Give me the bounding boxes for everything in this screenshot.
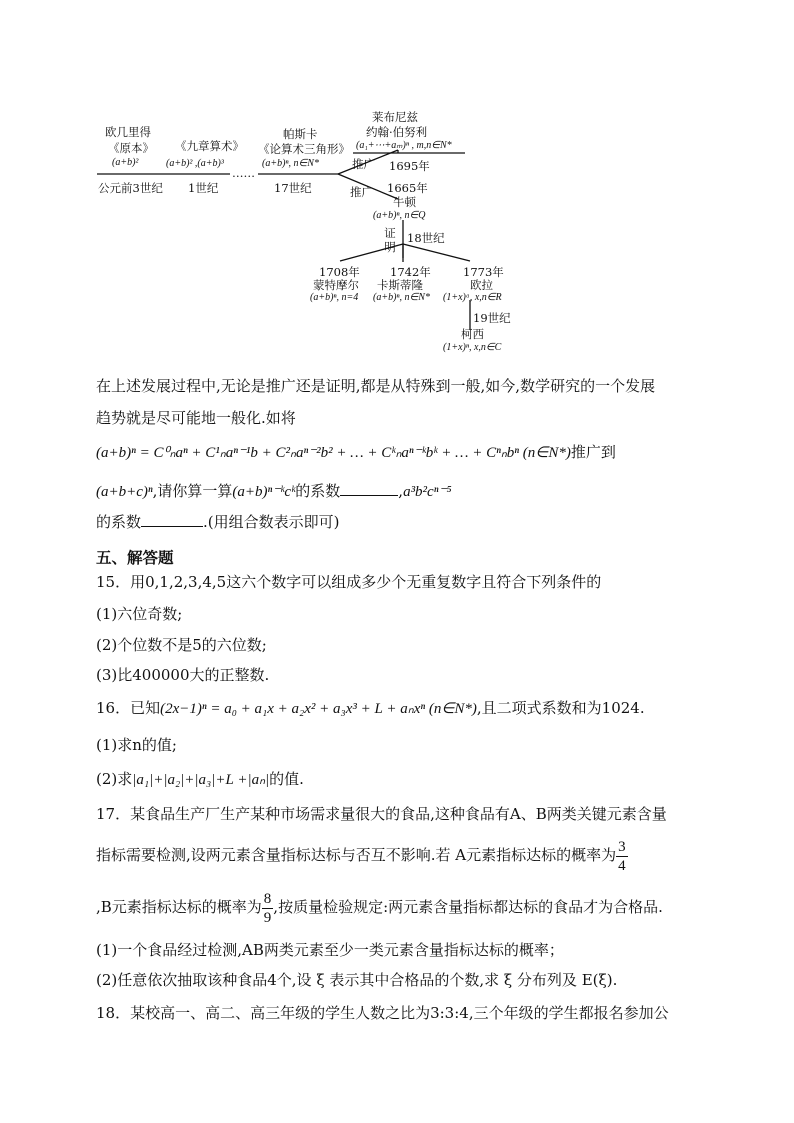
year-1695: 1695年 bbox=[389, 159, 430, 173]
question-18: 18．某校高一、高二、高三年级的学生人数之比为3:3:4,三个年级的学生都报名参加公 bbox=[96, 1004, 669, 1022]
trinomial-expr: (a+b+c)ⁿ bbox=[96, 484, 153, 500]
paragraph-line-2: 趋势就是尽可能地一般化.如将 bbox=[96, 409, 296, 427]
question-15-part-1: (1)六位奇数; bbox=[96, 605, 183, 623]
year-1665: 1665年 bbox=[387, 181, 428, 195]
euclid-book: 《原本》 bbox=[108, 141, 154, 155]
cauchy-formula: (1+x)ⁿ, x,n∈C bbox=[443, 342, 502, 353]
century-18: 18世纪 bbox=[407, 231, 445, 245]
moivre-name: 蒙特摩尔 bbox=[313, 278, 359, 292]
cauchy-name: 柯西 bbox=[461, 327, 484, 341]
century-19: 19世纪 bbox=[473, 311, 511, 325]
fraction-denominator: 4 bbox=[618, 857, 626, 874]
pascal-name: 帕斯卡 bbox=[283, 127, 318, 141]
question-text: ,请你算一算 bbox=[152, 482, 233, 500]
euclid-formula: (a+b)² bbox=[112, 157, 139, 168]
question-17-part-2: (2)任意依次抽取该种食品4个,设 ξ 表示其中合格品的个数,求 ξ 分布列及 E(ξ). bbox=[96, 971, 618, 989]
pascal-formula: (a+b)ⁿ, n∈N* bbox=[262, 158, 319, 169]
jiuzhang-formula: (a+b)² ,(a+b)³ bbox=[166, 158, 224, 169]
paragraph-line-1: 在上述发展过程中,无论是推广还是证明,都是从特殊到一般,如今,数学研究的一个发展 bbox=[96, 377, 656, 395]
paragraph-line-5 bbox=[96, 512, 340, 532]
euler-name: 欧拉 bbox=[470, 278, 493, 292]
question-16-part-2 bbox=[96, 769, 304, 790]
paragraph-line-3 bbox=[96, 442, 616, 463]
fraction-3-4 bbox=[616, 838, 628, 875]
tuiguang-1: 推广 bbox=[352, 157, 375, 171]
century-1: 1世纪 bbox=[188, 181, 219, 195]
paragraph-line-4 bbox=[96, 481, 452, 502]
era-bc3: 公元前3世纪 bbox=[98, 181, 163, 195]
year-1708: 1708年 bbox=[319, 265, 360, 279]
newton-name: 牛顿 bbox=[393, 195, 416, 209]
fraction-8-9 bbox=[262, 890, 274, 927]
question-17-part-1: (1)一个食品经过检测,AB两类元素至少一类元素含量指标达标的概率； bbox=[96, 941, 564, 959]
question-17-line-2 bbox=[96, 835, 628, 875]
tuiguang-2: 推广 bbox=[350, 185, 373, 199]
year-1773: 1773年 bbox=[463, 265, 504, 279]
newton-formula: (a+b)ⁿ, n∈Q bbox=[373, 210, 426, 221]
question-16 bbox=[96, 698, 645, 719]
coef-text: 的系数 bbox=[295, 482, 341, 500]
paragraph-line-3-tail: 推广到 bbox=[570, 443, 616, 461]
fraction-numerator: 8 bbox=[263, 890, 272, 907]
question-16-tail: ,且二项式系数和为1024. bbox=[476, 699, 645, 717]
moivre-formula: (a+b)ⁿ, n=4 bbox=[310, 292, 359, 303]
coef-text-2: 的系数 bbox=[96, 513, 142, 531]
fraction-denominator: 9 bbox=[263, 909, 272, 926]
euler-formula: (1+x)ᵅ, x,n∈R bbox=[443, 292, 502, 303]
question-15-part-3: (3)比400000大的正整数. bbox=[96, 666, 270, 684]
question-17-line-3 bbox=[96, 887, 663, 927]
cassini-formula: (a+b)ⁿ, n∈N* bbox=[373, 292, 430, 303]
question-15: 15．用0,1,2,3,4,5这六个数字可以组成多少个无重复数字且符合下列条件的 bbox=[96, 573, 602, 591]
ellipsis: …… bbox=[232, 166, 255, 180]
question-16-part-2-tail: 的值. bbox=[269, 770, 304, 788]
century-17: 17世纪 bbox=[274, 181, 312, 195]
question-17-line-3-lead: ,B元素指标达标的概率为 bbox=[96, 898, 262, 916]
euclid-name: 欧几里得 bbox=[105, 125, 151, 139]
pascal-book: 《论算术三角形》 bbox=[258, 142, 350, 156]
fraction-numerator: 3 bbox=[618, 838, 626, 855]
leibniz-formula: (a₁+⋯+aₘ)ⁿ , m,n∈N* bbox=[356, 140, 452, 151]
question-16-part-2-lead: (2)求 bbox=[96, 770, 133, 788]
question-16-formula: (2x−1)ⁿ = a₀ + a₁x + a₂x² + a₃x³ + L + aₙxⁿ (n∈N*) bbox=[160, 701, 477, 717]
jiuzhang-book: 《九章算术》 bbox=[175, 139, 244, 153]
zhengming-label: 证明 bbox=[384, 226, 396, 254]
leibniz-name: 莱布尼兹 bbox=[372, 110, 418, 124]
term-expr-2: a³b²cⁿ⁻⁵ bbox=[403, 484, 452, 500]
term-expr: (a+b)ⁿ⁻ᵏcᵏ bbox=[232, 484, 296, 500]
question-16-abs-sum: |a₁|+|a₂|+|a₃|+L +|aₙ| bbox=[132, 772, 270, 788]
question-16-part-1: (1)求n的值; bbox=[96, 736, 177, 754]
question-16-lead: 16．已知 bbox=[96, 699, 161, 717]
answer-blank-2[interactable] bbox=[141, 512, 203, 527]
hint-text: .(用组合数表示即可) bbox=[203, 513, 340, 531]
comma: , bbox=[398, 482, 404, 500]
year-1742: 1742年 bbox=[390, 265, 431, 279]
question-17-line-1: 17．某食品生产厂生产某种市场需求量很大的食品,这种食品有A、B两类关键元素含量 bbox=[96, 805, 667, 823]
cassini-name: 卡斯蒂隆 bbox=[377, 278, 423, 292]
question-17-line-2-text: 指标需要检测,设两元素含量指标达标与否互不影响.若 A元素指标达标的概率为 bbox=[96, 846, 617, 864]
bernoulli-name: 约翰·伯努利 bbox=[366, 125, 428, 139]
binomial-formula: (a+b)ⁿ = C⁰ₙaⁿ + C¹ₙaⁿ⁻¹b + C²ₙaⁿ⁻²b² + … + Cᵏₙaⁿ⁻ᵏbᵏ + … + Cⁿₙbⁿ (n∈N*) bbox=[96, 445, 571, 461]
question-17-line-3-tail: ,按质量检验规定:两元素含量指标都达标的食品才为合格品. bbox=[273, 898, 663, 916]
section-title: 五、解答题 bbox=[96, 548, 174, 567]
answer-blank-1[interactable] bbox=[340, 481, 398, 496]
question-15-part-2: (2)个位数不是5的六位数; bbox=[96, 636, 267, 654]
